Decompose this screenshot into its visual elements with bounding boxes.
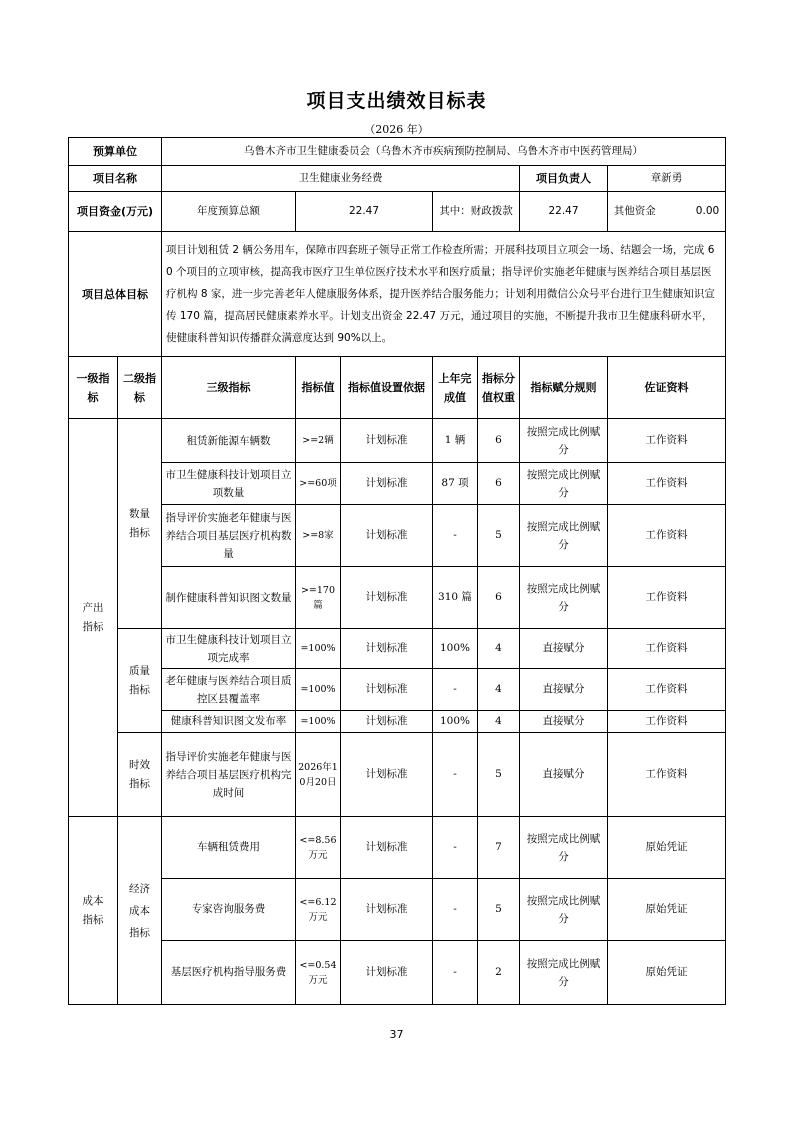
indicator-value: <=6.12万元 [296, 879, 341, 941]
indicator-value: =100% [296, 711, 341, 733]
indicator-evidence: 原始凭证 [608, 941, 726, 1005]
indicator-evidence: 工作资料 [608, 463, 726, 505]
indicator-basis: 计划标准 [341, 463, 433, 505]
indicator-last-year: - [433, 879, 478, 941]
fiscal-label: 其中：财政拨款 [433, 192, 520, 232]
indicator-weight: 5 [478, 733, 520, 817]
indicator-value: 2026年10月20日 [296, 733, 341, 817]
indicator-name: 指导评价实施老年健康与医养结合项目基层医疗机构完成时间 [162, 733, 296, 817]
indicator-rule: 直接赋分 [520, 669, 608, 711]
indicator-last-year: 1 辆 [433, 419, 478, 463]
fund-label: 项目资金(万元) [69, 192, 162, 232]
indicator-last-year: 310 篇 [433, 567, 478, 629]
fiscal-value: 22.47 [520, 192, 608, 232]
indicator-name: 基层医疗机构指导服务费 [162, 941, 296, 1005]
indicator-weight: 4 [478, 629, 520, 669]
indicator-weight: 5 [478, 879, 520, 941]
indicator-name: 租赁新能源车辆数 [162, 419, 296, 463]
indicator-name: 老年健康与医养结合项目质控区县覆盖率 [162, 669, 296, 711]
indicator-basis: 计划标准 [341, 669, 433, 711]
indicator-name: 健康科普知识图文发布率 [162, 711, 296, 733]
indicator-last-year: 100% [433, 629, 478, 669]
indicator-name: 指导评价实施老年健康与医养结合项目基层医疗机构数量 [162, 505, 296, 567]
indicator-evidence: 工作资料 [608, 629, 726, 669]
indicator-last-year: - [433, 817, 478, 879]
project-leader-value: 章新勇 [608, 166, 726, 192]
group-output: 产出指标 [69, 419, 118, 817]
indicator-evidence: 工作资料 [608, 419, 726, 463]
group-timeliness: 时效指标 [118, 733, 162, 817]
indicator-rule: 按照完成比例赋分 [520, 505, 608, 567]
group-quality: 质量指标 [118, 629, 162, 733]
indicator-name: 车辆租赁费用 [162, 817, 296, 879]
indicator-value: =100% [296, 629, 341, 669]
indicator-basis: 计划标准 [341, 505, 433, 567]
indicator-basis: 计划标准 [341, 817, 433, 879]
indicator-basis: 计划标准 [341, 567, 433, 629]
group-quantity: 数量指标 [118, 419, 162, 629]
indicator-rule: 按照完成比例赋分 [520, 941, 608, 1005]
table-row [69, 419, 726, 463]
overall-goal-label: 项目总体目标 [69, 232, 162, 357]
header-evidence: 佐证资料 [608, 357, 726, 419]
header-level3: 三级指标 [162, 357, 296, 419]
indicator-basis: 计划标准 [341, 629, 433, 669]
indicator-basis: 计划标准 [341, 711, 433, 733]
table-row [69, 733, 726, 817]
indicator-basis: 计划标准 [341, 941, 433, 1005]
indicator-value: <=8.56万元 [296, 817, 341, 879]
indicator-evidence: 原始凭证 [608, 817, 726, 879]
indicator-last-year: - [433, 505, 478, 567]
indicator-name: 市卫生健康科技计划项目立项数量 [162, 463, 296, 505]
indicator-last-year: - [433, 669, 478, 711]
project-name-row [69, 166, 726, 192]
page-number: 37 [389, 1028, 404, 1041]
indicator-name: 专家咨询服务费 [162, 879, 296, 941]
project-name-label: 项目名称 [69, 166, 162, 192]
indicator-value: >=170篇 [296, 567, 341, 629]
indicator-weight: 6 [478, 567, 520, 629]
indicator-basis: 计划标准 [341, 419, 433, 463]
table-row [69, 567, 726, 629]
indicator-rule: 按照完成比例赋分 [520, 817, 608, 879]
indicator-last-year: - [433, 941, 478, 1005]
year-label: （2026 年） [364, 123, 429, 136]
indicator-weight: 4 [478, 711, 520, 733]
indicator-rule: 按照完成比例赋分 [520, 567, 608, 629]
project-name-value: 卫生健康业务经费 [162, 166, 520, 192]
indicator-rule: 直接赋分 [520, 711, 608, 733]
header-rule: 指标赋分规则 [520, 357, 608, 419]
annual-budget-value: 22.47 [296, 192, 433, 232]
indicator-rule: 直接赋分 [520, 629, 608, 669]
header-level2: 二级指标 [118, 357, 162, 419]
indicator-evidence: 工作资料 [608, 669, 726, 711]
indicator-value: <=0.54万元 [296, 941, 341, 1005]
project-leader-label: 项目负责人 [520, 166, 608, 192]
indicator-value: >=2辆 [296, 419, 341, 463]
header-basis: 指标值设置依据 [341, 357, 433, 419]
table-row [69, 711, 726, 733]
table-row [69, 505, 726, 567]
indicator-weight: 5 [478, 505, 520, 567]
indicator-last-year: 100% [433, 711, 478, 733]
indicator-rule: 按照完成比例赋分 [520, 419, 608, 463]
indicator-weight: 4 [478, 669, 520, 711]
overall-goal-row [69, 232, 726, 357]
indicator-name: 市卫生健康科技计划项目立项完成率 [162, 629, 296, 669]
indicator-last-year: - [433, 733, 478, 817]
indicator-name: 制作健康科普知识图文数量 [162, 567, 296, 629]
indicator-weight: 6 [478, 463, 520, 505]
unit-row [69, 138, 726, 166]
group-economic: 经济成本指标 [118, 817, 162, 1005]
performance-table [68, 137, 726, 1005]
page-title: 项目支出绩效目标表 [306, 90, 487, 112]
indicator-value: >=8家 [296, 505, 341, 567]
unit-label: 预算单位 [69, 138, 162, 166]
annual-budget-label: 年度预算总额 [162, 192, 296, 232]
table-row [69, 463, 726, 505]
fund-row [69, 192, 726, 232]
other-fund-value: 0.00 [695, 205, 720, 217]
indicator-evidence: 工作资料 [608, 505, 726, 567]
indicator-weight: 2 [478, 941, 520, 1005]
indicator-rule: 直接赋分 [520, 733, 608, 817]
indicator-value: >=60项 [296, 463, 341, 505]
other-fund-cell [608, 192, 726, 232]
indicator-evidence: 原始凭证 [608, 879, 726, 941]
table-row [69, 669, 726, 711]
other-fund-label: 其他资金 [613, 205, 656, 217]
indicator-last-year: 87 项 [433, 463, 478, 505]
unit-value: 乌鲁木齐市卫生健康委员会（乌鲁木齐市疾病预防控制局、乌鲁木齐市中医药管理局） [162, 138, 726, 166]
indicator-basis: 计划标准 [341, 879, 433, 941]
indicator-evidence: 工作资料 [608, 733, 726, 817]
table-row [69, 629, 726, 669]
indicator-evidence: 工作资料 [608, 567, 726, 629]
table-row [69, 941, 726, 1005]
header-level1: 一级指标 [69, 357, 118, 419]
indicator-basis: 计划标准 [341, 733, 433, 817]
indicator-rule: 按照完成比例赋分 [520, 879, 608, 941]
indicator-value: =100% [296, 669, 341, 711]
header-last-year: 上年完成值 [433, 357, 478, 419]
indicator-weight: 6 [478, 419, 520, 463]
overall-goal-text: 项目计划租赁 2 辆公务用车，保障市四套班子领导正常工作检查所需；开展科技项目立项会一场、结题会一场，完成 60 个项目的立项审核，提高我市医疗卫生单位医疗技术水平和医疗质量；指导评价实施老年健康与医养结合项目基层医疗机构 8 家，进一步完善老年人健康服务体系，提升医养结合服务能力；计划利用微信公众号平台进行卫生健康知识宣传 170 篇，提高居民健康素养水平。计划支出资金 22.47 万元，通过项目的实施，不断提升我市卫生健康科研水平，使健康科普知识传播群众满意度达到 90%以上。 [162, 232, 726, 357]
table-row [69, 817, 726, 879]
indicator-rule: 按照完成比例赋分 [520, 463, 608, 505]
table-row [69, 879, 726, 941]
group-cost: 成本指标 [69, 817, 118, 1005]
header-value: 指标值 [296, 357, 341, 419]
indicator-weight: 7 [478, 817, 520, 879]
header-weight: 指标分值权重 [478, 357, 520, 419]
indicator-evidence: 工作资料 [608, 711, 726, 733]
indicator-header-row [69, 357, 726, 419]
